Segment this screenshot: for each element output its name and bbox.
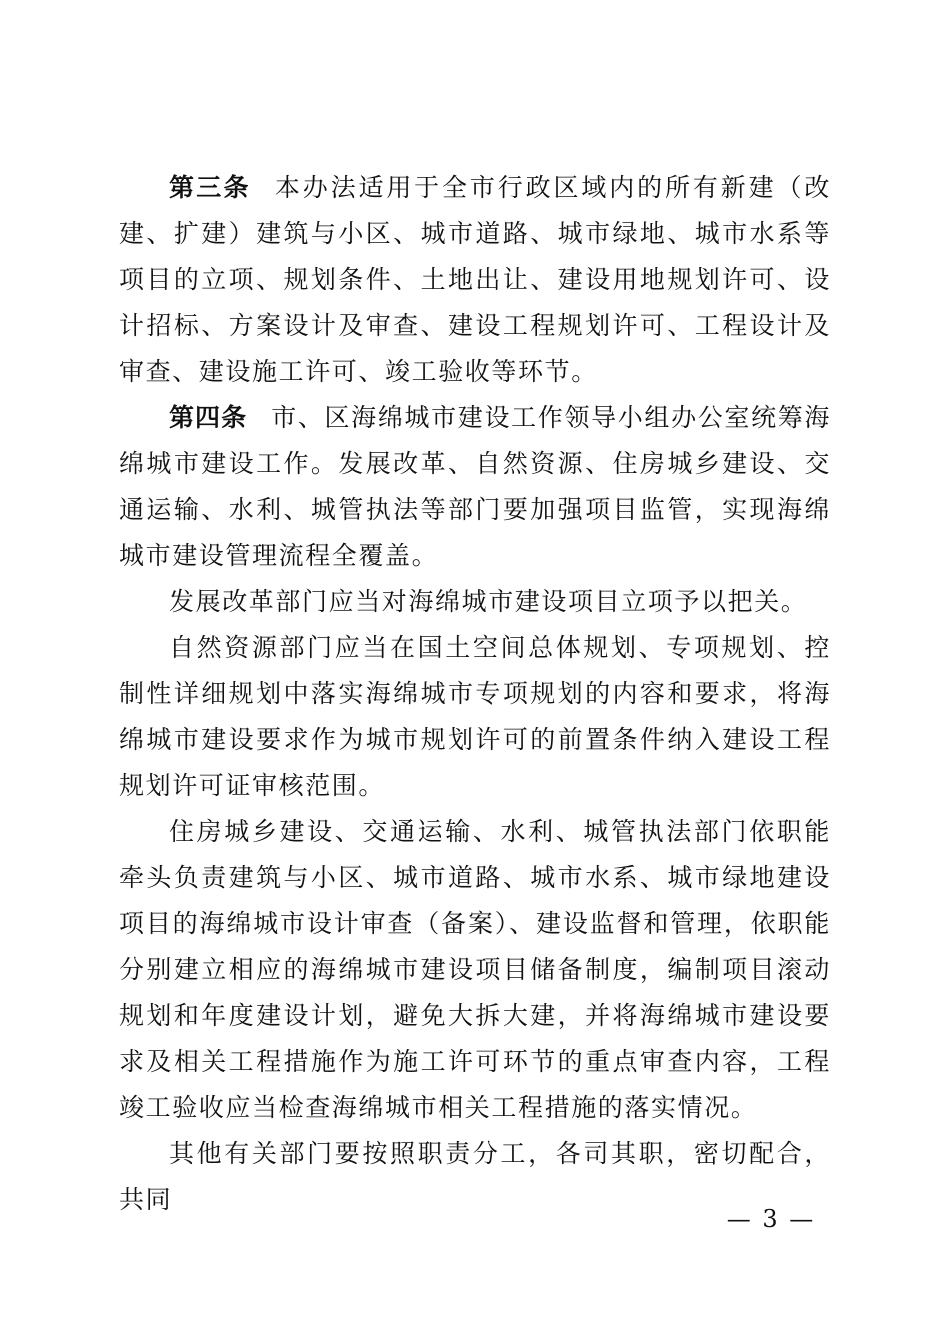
natural-resources-text: 自然资源部门应当在国土空间总体规划、专项规划、控制性详细规划中落实海绵城市专项规划的内容和要求，将海绵城市建设要求作为城市规划许可的前置条件纳入建设工程规划许可证审核范围。 xyxy=(119,633,831,800)
other-departments-text: 其他有关部门要按照职责分工，各司其职，密切配合，共同 xyxy=(119,1139,831,1214)
housing-construction-paragraph xyxy=(119,809,831,1131)
article-3-paragraph xyxy=(119,165,831,395)
other-departments-paragraph xyxy=(119,1131,831,1223)
article-4-paragraph xyxy=(119,395,831,579)
body-text xyxy=(119,165,831,1223)
article-4-text: 市、区海绵城市建设工作领导小组办公室统筹海绵城市建设工作。发展改革、自然资源、住房城乡建设、交通运输、水利、城管执法等部门要加强项目监管，实现海绵城市建设管理流程全覆盖。 xyxy=(119,403,831,570)
development-reform-paragraph xyxy=(119,579,831,625)
article-4-label: 第四条 xyxy=(169,403,248,432)
article-3-text: 本办法适用于全市行政区域内的所有新建（改建、扩建）建筑与小区、城市道路、城市绿地、城市水系等项目的立项、规划条件、土地出让、建设用地规划许可、设计招标、方案设计及审查、建设工程规划许可、工程设计及审查、建设施工许可、竣工验收等环节。 xyxy=(119,173,831,386)
housing-construction-text: 住房城乡建设、交通运输、水利、城管执法部门依职能牵头负责建筑与小区、城市道路、城市水系、城市绿地建设项目的海绵城市设计审查（备案）、建设监督和管理，依职能分别建立相应的海绵城市建设项目储备制度，编制项目滚动规划和年度建设计划，避免大拆大建，并将海绵城市建设要求及相关工程措施作为施工许可环节的重点审查内容，工程竣工验收应当检查海绵城市相关工程措施的落实情况。 xyxy=(119,817,831,1122)
page-number: — 3 — xyxy=(726,1205,816,1233)
natural-resources-paragraph xyxy=(119,625,831,809)
development-reform-text: 发展改革部门应当对海绵城市建设项目立项予以把关。 xyxy=(169,587,808,616)
article-3-label: 第三条 xyxy=(169,173,251,202)
